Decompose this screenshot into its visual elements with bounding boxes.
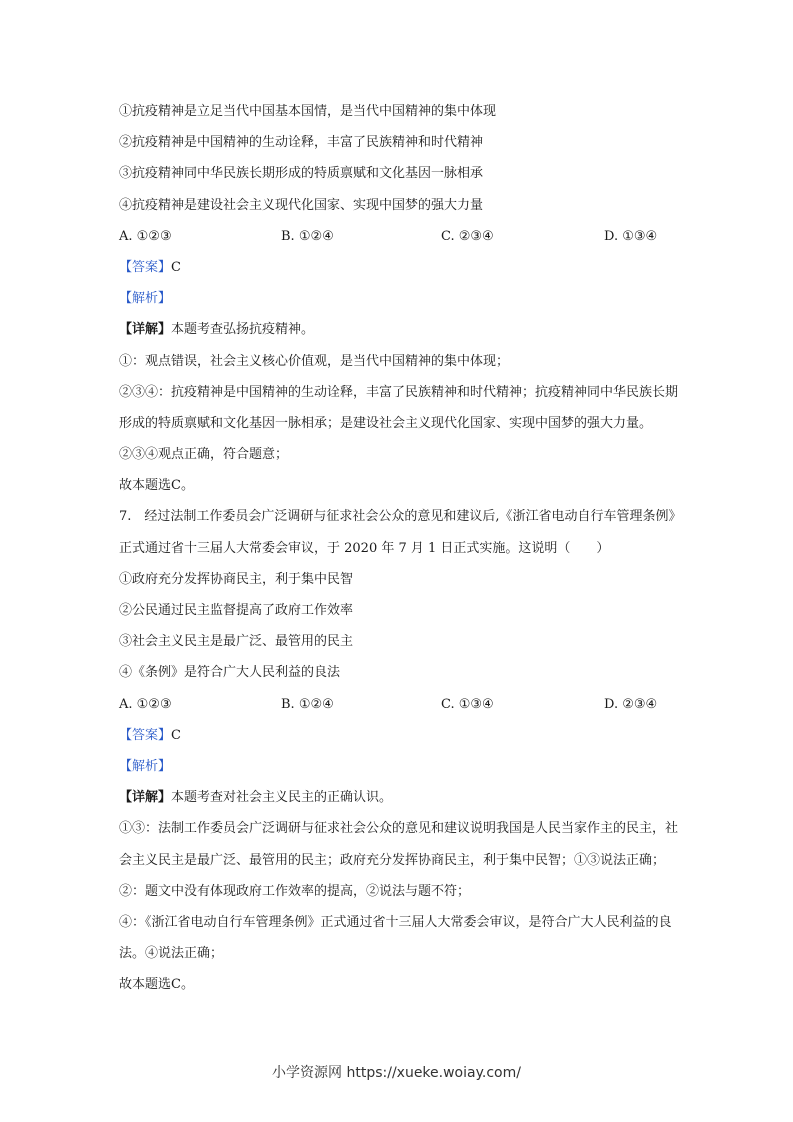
q7-option-a: A. ①②③ [119, 696, 172, 712]
q7-explanation-2: ②：题文中没有体现政府工作效率的提高，②说法与题不符； [119, 883, 471, 899]
q7-statement-3: ③社会主义民主是最广泛、最管用的民主 [119, 634, 354, 650]
q6-analysis-tag: 【解析】 [119, 291, 172, 307]
q6-answer-tag: 【答案】 [119, 259, 172, 275]
document-body [119, 96, 679, 1001]
q7-option-d: D. ②③④ [604, 696, 658, 712]
q6-option-b: B. ①②④ [281, 228, 334, 244]
q7-answer-value: C [171, 727, 181, 743]
q6-answer-value: C [171, 259, 181, 275]
q7-explanation-1: ①③：法制工作委员会广泛调研与征求社会公众的意见和建议说明我国是人民当家作主的民主，社会主义民主是最广泛、最管用的民主；政府充分发挥协商民主，利于集中民智；①③说法正确； [119, 821, 679, 868]
q7-explanation-3: ④：《浙江省电动自行车管理条例》正式通过省十三届人大常委会审议，是符合广大人民利益的良法。④说法正确； [119, 914, 672, 962]
q6-option-d: D. ①③④ [604, 228, 658, 244]
q6-detail-text: 本题考查弘扬抗疫精神。 [171, 322, 315, 338]
q6-statement-1: ①抗疫精神是立足当代中国基本国情，是当代中国精神的集中体现 [119, 104, 497, 119]
q7-statement-1: ①政府充分发挥协商民主，利于集中民智 [119, 571, 354, 587]
q6-statement-4: ④抗疫精神是建设社会主义现代化国家、实现中国梦的强大力量 [119, 197, 484, 213]
q7-options [119, 689, 679, 720]
q7-analysis-tag: 【解析】 [119, 759, 172, 775]
q7-explanation-4: 故本题选C。 [119, 977, 194, 993]
q7-detail-tag: 【详解】 [119, 790, 172, 806]
page-footer-watermark: 小学资源网 https://xueke.woiay.com/ [272, 1065, 521, 1081]
q7-analysis [119, 751, 679, 782]
q6-statement-3: ③抗疫精神同中华民族长期形成的特质禀赋和文化基因一脉相承 [119, 166, 484, 182]
q6-analysis [119, 283, 679, 314]
q6-explanation-2: ②③④：抗疫精神是中国精神的生动诠释，丰富了民族精神和时代精神；抗疫精神同中华民族长期形成的特质禀赋和文化基因一脉相承；是建设社会主义现代化国家、实现中国梦的强大力量。②③④观点正确，符合题意； [119, 384, 679, 463]
q7-statement-2: ②公民通过民主监督提高了政府工作效率 [119, 603, 354, 619]
q7-detail-text: 本题考查对社会主义民主的正确认识。 [171, 790, 393, 806]
q7-answer-tag: 【答案】 [119, 727, 172, 743]
q7-answer [119, 720, 679, 751]
q6-option-a: A. ①②③ [119, 228, 172, 244]
q6-detail [119, 314, 679, 345]
q6-statement-2: ②抗疫精神是中国精神的生动诠释，丰富了民族精神和时代精神 [119, 135, 484, 151]
q7-option-c: C. ①③④ [441, 696, 494, 712]
q7-stem: 7. 经过法制工作委员会广泛调研与征求社会公众的意见和建议后,《浙江省电动自行车管理条例》正式通过省十三届人大常委会审议，于 2020 年 7 月 1 日正式实施。这说明（ ） [119, 509, 676, 556]
q6-option-c: C. ②③④ [441, 228, 494, 244]
q6-explanation-3: 故本题选C。 [119, 478, 194, 494]
q7-option-b: B. ①②④ [281, 696, 334, 712]
q7-detail [119, 782, 679, 813]
q6-options [119, 221, 679, 252]
q6-detail-tag: 【详解】 [119, 322, 172, 338]
q6-answer [119, 252, 679, 283]
q6-explanation-1: ①：观点错误，社会主义核心价值观，是当代中国精神的集中体现； [119, 353, 510, 369]
q7-statement-4: ④《条例》是符合广大人民利益的良法 [119, 665, 341, 681]
